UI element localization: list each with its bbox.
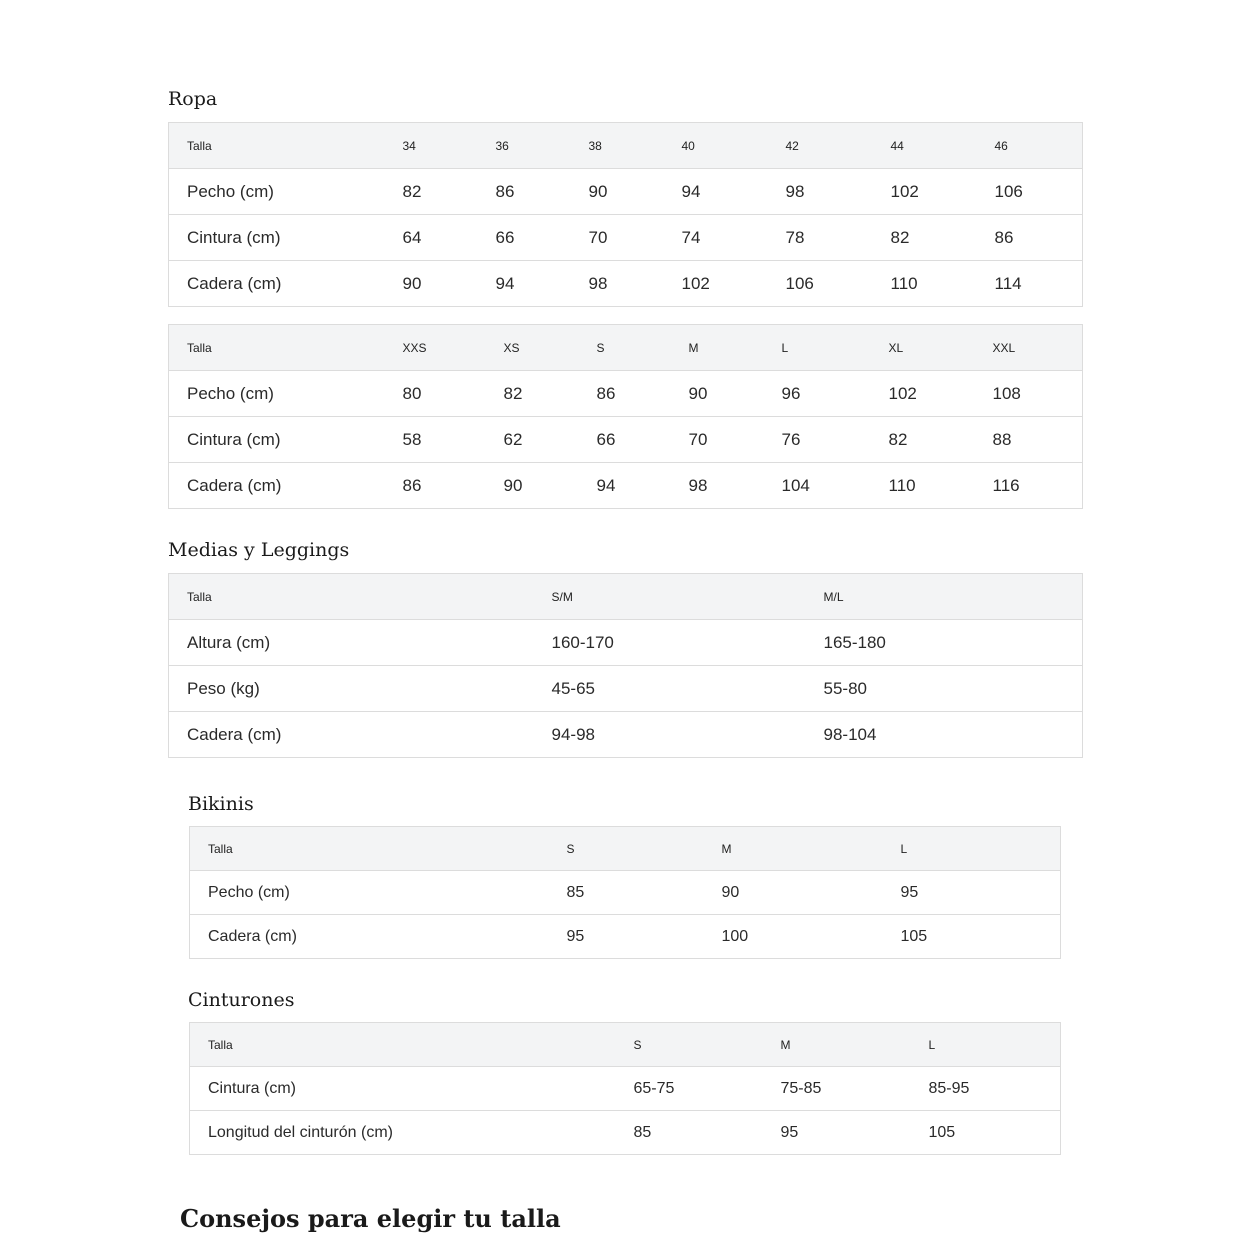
- table-row: [169, 261, 1083, 307]
- header-cell-size: S: [616, 1023, 763, 1067]
- measure-value: 94: [596, 475, 616, 495]
- measure-label: Pecho (cm): [169, 169, 385, 215]
- measure-label: Pecho (cm): [190, 871, 549, 915]
- table-row: [190, 1067, 1061, 1111]
- header-cell-talla: Talla: [169, 574, 534, 620]
- measure-value: 102: [873, 169, 977, 215]
- measure-label: Cintura (cm): [169, 215, 385, 261]
- table-row: [169, 666, 1083, 712]
- header-cell-talla: Talla: [169, 123, 385, 169]
- table-row: [169, 169, 1083, 215]
- measure-value: 90: [503, 475, 523, 495]
- header-cell-talla: Talla: [169, 325, 385, 371]
- table-header-row: [169, 123, 1083, 169]
- measure-label: Cadera (cm): [187, 724, 282, 744]
- size-table-ropa-numeric: [168, 122, 1083, 307]
- header-cell-size: M: [671, 325, 764, 371]
- measure-value: 85-95: [911, 1067, 1061, 1111]
- measure-value: 105: [928, 1123, 956, 1141]
- measure-value: 70: [571, 215, 664, 261]
- measure-value: 70: [671, 417, 764, 463]
- measure-value: 106: [977, 169, 1083, 215]
- measure-value: 66: [579, 417, 671, 463]
- table-row: [190, 915, 1061, 959]
- measure-value: 110: [888, 475, 916, 495]
- measure-value: 106: [785, 273, 814, 293]
- size-table-bikinis: [189, 826, 1061, 959]
- measure-value: 165-180: [806, 620, 1083, 666]
- measure-value: 160-170: [534, 620, 806, 666]
- measure-value: 86: [478, 169, 571, 215]
- header-cell-size: 44: [873, 123, 977, 169]
- measure-value: 85: [549, 871, 704, 915]
- header-cell-size: L: [911, 1023, 1061, 1067]
- measure-value: 95: [566, 927, 585, 945]
- measure-value: 65-75: [616, 1067, 763, 1111]
- table-header-row: [190, 1023, 1061, 1067]
- size-table-ropa-letter: [168, 324, 1083, 509]
- header-cell-size: 36: [478, 123, 571, 169]
- measure-label: Cadera (cm): [187, 273, 282, 293]
- size-table-cinturones: [189, 1022, 1061, 1155]
- header-cell-size: XS: [486, 325, 579, 371]
- measure-value: 86: [579, 371, 671, 417]
- header-cell-size: S: [579, 325, 671, 371]
- table-row: [169, 371, 1083, 417]
- measure-value: 98: [588, 273, 608, 293]
- measure-value: 102: [871, 371, 975, 417]
- section-title-consejos: Consejos para elegir tu talla: [180, 1204, 561, 1233]
- measure-value: 66: [478, 215, 571, 261]
- measure-value: 90: [671, 371, 764, 417]
- measure-label: Pecho (cm): [169, 371, 385, 417]
- measure-value: 104: [781, 475, 810, 495]
- measure-value: 114: [994, 273, 1022, 293]
- measure-value: 64: [385, 215, 478, 261]
- table-header-row: [169, 574, 1083, 620]
- table-row: [169, 712, 1083, 758]
- measure-value: 82: [871, 417, 975, 463]
- measure-value: 94: [664, 169, 768, 215]
- header-cell-size: 46: [977, 123, 1083, 169]
- measure-value: 82: [385, 169, 478, 215]
- header-cell-size: 40: [664, 123, 768, 169]
- header-cell-size: XXS: [385, 325, 486, 371]
- measure-value: 86: [977, 215, 1083, 261]
- measure-value: 82: [486, 371, 579, 417]
- measure-value: 96: [764, 371, 871, 417]
- measure-value: 110: [890, 273, 918, 293]
- measure-value: 98-104: [823, 724, 877, 744]
- measure-value: 105: [900, 927, 928, 945]
- table-row: [169, 417, 1083, 463]
- header-cell-size: 34: [385, 123, 478, 169]
- header-cell-size: 38: [571, 123, 664, 169]
- measure-value: 62: [486, 417, 579, 463]
- section-title-medias: Medias y Leggings: [168, 539, 350, 561]
- measure-value: 98: [768, 169, 873, 215]
- measure-label: Cintura (cm): [190, 1067, 616, 1111]
- table-header-row: [169, 325, 1083, 371]
- header-cell-size: M/L: [806, 574, 1083, 620]
- measure-value: 94-98: [551, 724, 595, 744]
- measure-value: 90: [571, 169, 664, 215]
- section-title-cinturones: Cinturones: [188, 989, 295, 1011]
- measure-value: 95: [780, 1123, 799, 1141]
- measure-label: Cadera (cm): [187, 475, 282, 495]
- measure-value: 88: [975, 417, 1083, 463]
- measure-value: 86: [402, 475, 422, 495]
- header-cell-size: M: [763, 1023, 911, 1067]
- header-cell-talla: Talla: [190, 827, 549, 871]
- measure-value: 78: [768, 215, 873, 261]
- header-cell-talla: Talla: [190, 1023, 616, 1067]
- header-cell-size: XXL: [975, 325, 1083, 371]
- measure-value: 102: [681, 273, 710, 293]
- header-cell-size: L: [764, 325, 871, 371]
- measure-value: 98: [688, 475, 708, 495]
- measure-value: 74: [664, 215, 768, 261]
- header-cell-size: XL: [871, 325, 975, 371]
- measure-value: 45-65: [534, 666, 806, 712]
- header-cell-size: S: [549, 827, 704, 871]
- measure-label: Altura (cm): [169, 620, 534, 666]
- measure-value: 100: [721, 927, 749, 945]
- measure-value: 108: [975, 371, 1083, 417]
- measure-label: Cadera (cm): [208, 927, 297, 945]
- measure-label: Cintura (cm): [169, 417, 385, 463]
- measure-value: 80: [385, 371, 486, 417]
- measure-value: 95: [883, 871, 1061, 915]
- table-row: [169, 620, 1083, 666]
- measure-label: Peso (kg): [169, 666, 534, 712]
- measure-value: 55-80: [806, 666, 1083, 712]
- size-table-medias: [168, 573, 1083, 758]
- measure-value: 90: [704, 871, 883, 915]
- table-row: [169, 463, 1083, 509]
- section-title-bikinis: Bikinis: [188, 793, 254, 815]
- table-header-row: [190, 827, 1061, 871]
- measure-value: 94: [495, 273, 515, 293]
- measure-value: 82: [873, 215, 977, 261]
- header-cell-size: M: [704, 827, 883, 871]
- measure-value: 90: [402, 273, 422, 293]
- header-cell-size: S/M: [534, 574, 806, 620]
- table-row: [190, 1111, 1061, 1155]
- measure-value: 85: [633, 1123, 652, 1141]
- table-row: [169, 215, 1083, 261]
- measure-value: 116: [992, 475, 1020, 495]
- section-title-ropa: Ropa: [168, 88, 218, 110]
- measure-value: 75-85: [763, 1067, 911, 1111]
- measure-value: 76: [764, 417, 871, 463]
- header-cell-size: L: [883, 827, 1061, 871]
- header-cell-size: 42: [768, 123, 873, 169]
- table-row: [190, 871, 1061, 915]
- measure-value: 58: [385, 417, 486, 463]
- measure-label: Longitud del cinturón (cm): [208, 1123, 393, 1141]
